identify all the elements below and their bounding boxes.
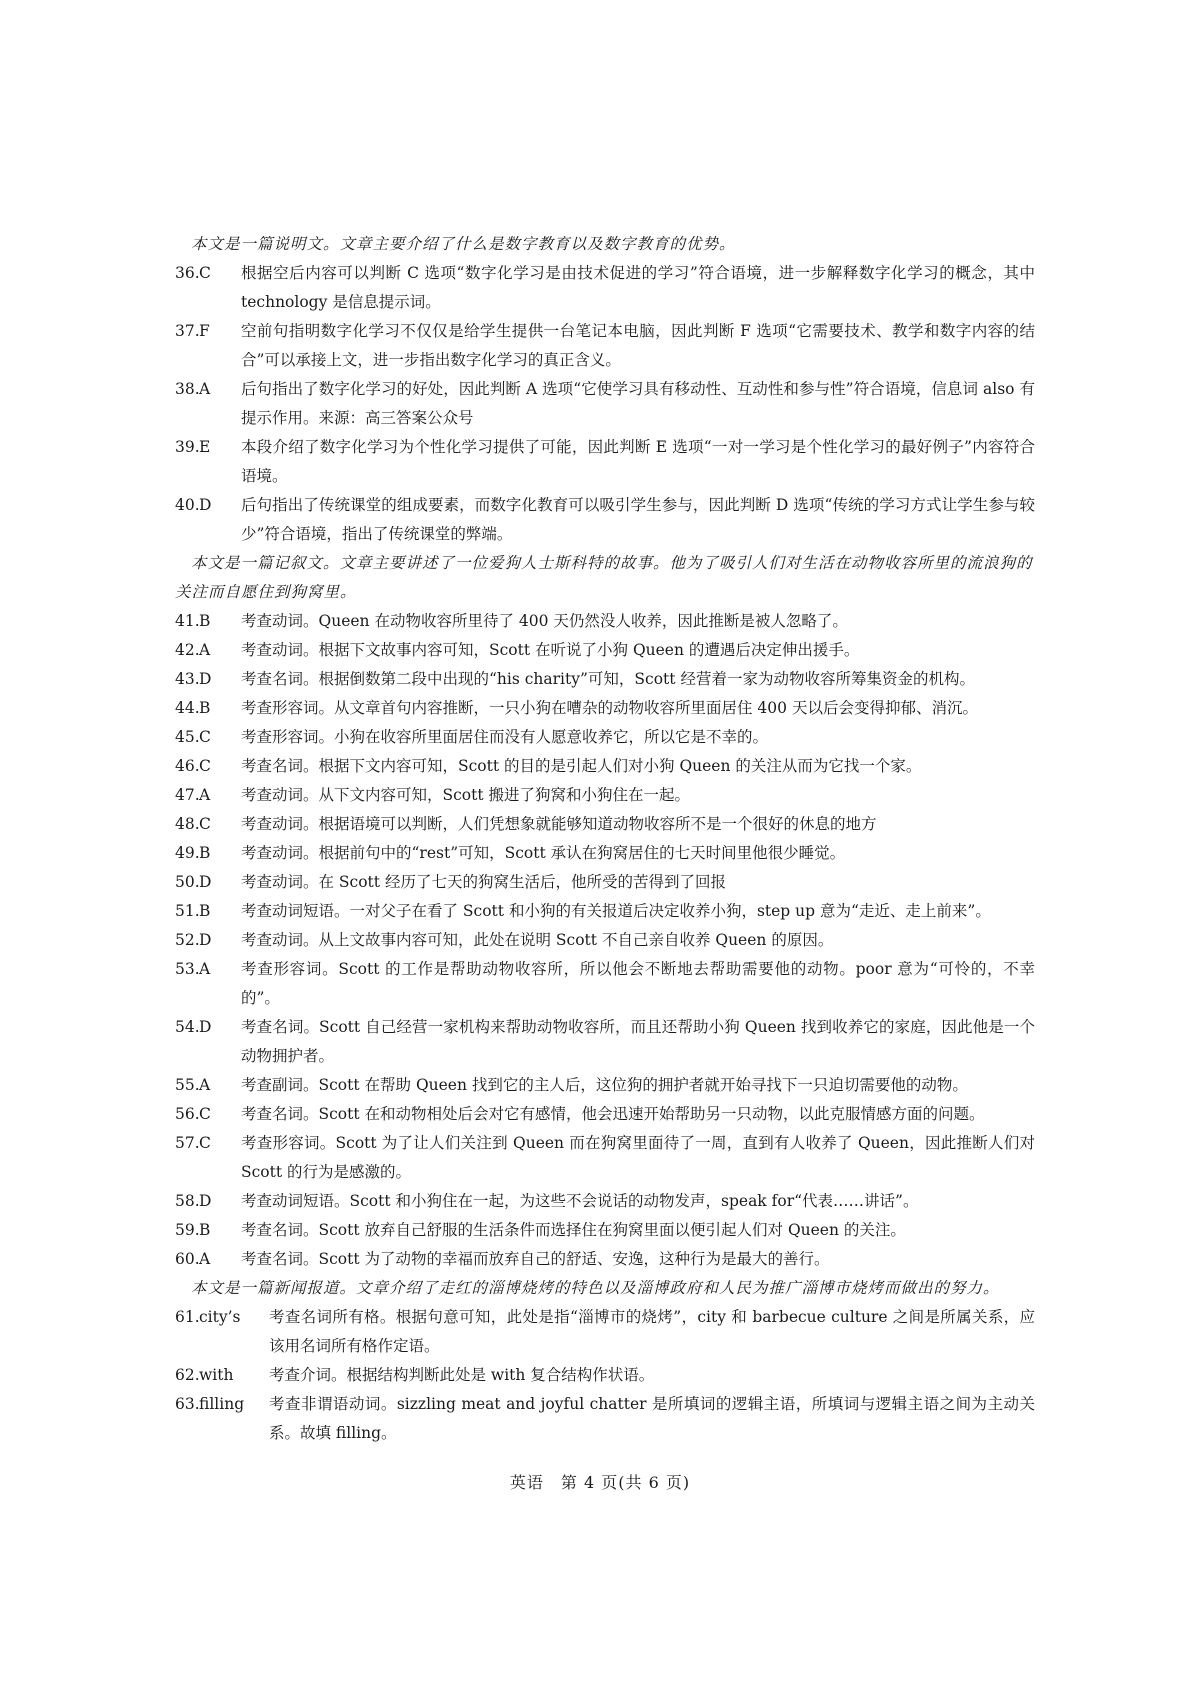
answer-item: 53. A 考查形容词。Scott 的工作是帮助动物收容所，所以他会不断地去帮助需要他的动物。poor 意为“可怜的，不幸的”。 (175, 960, 1035, 1007)
page-footer: 英语 第 4 页(共 6 页) (509, 1473, 691, 1492)
answer-item: 50. D 考查动词。在 Scott 经历了七天的狗窝生活后，他所受的苦得到了回报 (175, 873, 726, 891)
answer-list-61-63 (175, 1303, 1035, 1448)
answer-item: 47. A 考查动词。从下文内容可知，Scott 搬进了狗窝和小狗住在一起。 (175, 786, 691, 804)
answer-item: 51. B 考查动词短语。一对父子在看了 Scott 和小狗的有关报道后决定收养小狗，step up 意为“走近、走上前来”。 (175, 902, 991, 920)
answer-item: 49. B 考查动词。根据前句中的“rest”可知，Scott 承认在狗窝居住的七天时间里他很少睡觉。 (175, 844, 846, 862)
answer-item: 63. filling 考查非谓语动词。sizzling meat and joyful chatter 是所填词的逻辑主语，所填词与逻辑主语之间为主动关系。故填 filling。 (175, 1395, 1035, 1442)
answer-item: 36. C 根据空后内容可以判断 C 选项“数字化学习是由技术促进的学习”符合语境，进一步解释数字化学习的概念，其中 technology 是信息提示词。 (175, 264, 1035, 311)
answer-item: 43. D 考查名词。根据倒数第二段中出现的“his charity”可知，Scott 经营着一家为动物收容所筹集资金的机构。 (175, 670, 975, 688)
answer-item: 40. D 后句指出了传统课堂的组成要素，而数字化教育可以吸引学生参与，因此判断 D 选项“传统的学习方式让学生参与较少”符合语境，指出了传统课堂的弊端。 (175, 496, 1035, 543)
answer-item: 46. C 考查名词。根据下文内容可知，Scott 的目的是引起人们对小狗 Queen 的关注从而为它找一个家。 (175, 757, 922, 775)
answer-item: 54. D 考查名词。Scott 自己经营一家机构来帮助动物收容所，而且还帮助小狗 Queen 找到收养它的家庭，因此他是一个动物拥护者。 (175, 1018, 1035, 1065)
answer-item: 58. D 考查动词短语。Scott 和小狗住在一起，为这些不会说话的动物发声，speak for“代表……讲话”。 (175, 1192, 919, 1210)
passage-intro-2: 本文是一篇记叙文。文章主要讲述了一位爱狗人士斯科特的故事。他为了吸引人们对生活在动物收容所里的流浪狗的关注而自愿住到狗窝里。 (175, 554, 1033, 601)
answer-item: 57. C 考查形容词。Scott 为了让人们关注到 Queen 而在狗窝里面待了一周，直到有人收养了 Queen，因此推断人们对 Scott 的行为是感激的。 (175, 1134, 1035, 1181)
passage-intro-1: 本文是一篇说明文。文章主要介绍了什么是数字教育以及数字教育的优势。 (191, 235, 736, 253)
answer-content (175, 230, 1035, 1448)
answer-item: 59. B 考查名词。Scott 放弃自己舒服的生活条件而选择住在狗窝里面以便引起人们对 Queen 的关注。 (175, 1221, 906, 1239)
answer-list-36-40 (175, 259, 1035, 549)
answer-item: 38. A 后句指出了数字化学习的好处，因此判断 A 选项“它使学习具有移动性、互动性和参与性”符合语境，信息词 also 有提示作用。来源：高三答案公众号 (175, 380, 1035, 427)
answer-item: 48. C 考查动词。根据语境可以判断，人们凭想象就能够知道动物收容所不是一个很好的休息的地方 (175, 815, 877, 833)
answer-item: 55. A 考查副词。Scott 在帮助 Queen 找到它的主人后，这位狗的拥护者就开始寻找下一只迫切需要他的动物。 (175, 1076, 968, 1094)
answer-list-41-60 (175, 607, 1035, 1274)
answer-item: 45. C 考查形容词。小狗在收容所里面居住而没有人愿意收养它，所以它是不幸的。 (175, 728, 769, 746)
answer-item: 62. with 考查介词。根据结构判断此处是 with 复合结构作状语。 (175, 1366, 655, 1384)
answer-item: 56. C 考查名词。Scott 在和动物相处后会对它有感情，他会迅速开始帮助另一只动物，以此克服情感方面的问题。 (175, 1105, 985, 1123)
answer-item: 37. F 空前句指明数字化学习不仅仅是给学生提供一台笔记本电脑，因此判断 F 选项“它需要技术、教学和数字内容的结合”可以承接上文，进一步指出数字化学习的真正含义。 (175, 322, 1035, 369)
answer-item: 60. A 考查名词。Scott 为了动物的幸福而放弃自己的舒适、安逸，这种行为是最大的善行。 (175, 1250, 830, 1268)
answer-item: 44. B 考查形容词。从文章首句内容推断，一只小狗在嘈杂的动物收容所里面居住 400 天以后会变得抑郁、消沉。 (175, 699, 978, 717)
answer-item: 42. A 考查动词。根据下文故事内容可知，Scott 在听说了小狗 Queen 的遭遇后决定伸出援手。 (175, 641, 860, 659)
answer-item: 39. E 本段介绍了数字化学习为个性化学习提供了可能，因此判断 E 选项“一对一学习是个性化学习的最好例子”内容符合语境。 (175, 438, 1035, 485)
answer-item: 61. city’s 考查名词所有格。根据句意可知，此处是指“淄博市的烧烤”，city 和 barbecue culture 之间是所属关系，应该用名词所有格作定语。 (175, 1308, 1035, 1355)
answer-item: 41. B 考查动词。Queen 在动物收容所里待了 400 天仍然没人收养，因此推断是被人忽略了。 (175, 612, 848, 630)
answer-item: 52. D 考查动词。从上文故事内容可知，此处在说明 Scott 不自己亲自收养 Queen 的原因。 (175, 931, 834, 949)
passage-intro-3: 本文是一篇新闻报道。文章介绍了走红的淄博烧烤的特色以及淄博政府和人民为推广淄博市烧烤而做出的努力。 (191, 1279, 1000, 1297)
